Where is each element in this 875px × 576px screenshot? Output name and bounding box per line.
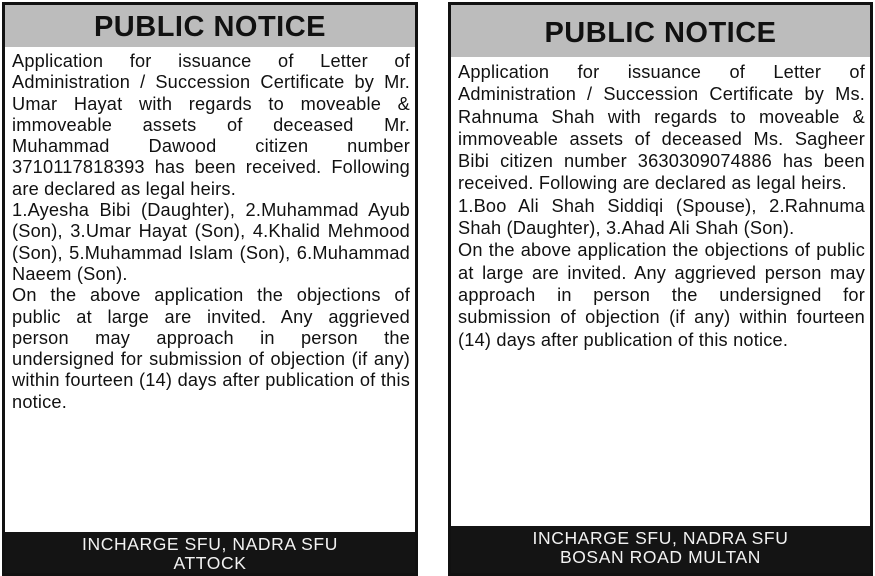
footer-office: INCHARGE SFU, NADRA SFU	[532, 528, 789, 548]
notice-body	[451, 57, 870, 351]
objection-paragraph: On the above application the objections of public at large are invited. Any aggrieved person may approach in person the undersigned for submission of objection (if any) within fourteen (14) days after publication of this notice.	[458, 240, 865, 350]
left-public-notice	[2, 2, 418, 576]
notice-body	[5, 47, 415, 413]
notice-title: PUBLIC NOTICE	[451, 5, 870, 57]
legal-heirs-paragraph: 1.Ayesha Bibi (Daughter), 2.Muhammad Ayub (Son), 3.Umar Hayat (Son), 4.Khalid Mehmood (Son), 5.Muhammad Islam (Son), 6.Muhammad Naeem (Son).	[12, 200, 410, 284]
footer-office: INCHARGE SFU, NADRA SFU	[82, 534, 338, 554]
application-paragraph: Application for issuance of Letter of Administration / Succession Certificate by Ms. Rahnuma Shah with regards to moveable & immoveable assets of deceased Ms. Sagheer Bibi citizen number 3630309074886 has been received. Following are declared as legal heirs.	[458, 62, 865, 194]
objection-paragraph: On the above application the objections of public at large are invited. Any aggrieved person may approach in person the undersigned for submission of objection (if any) within fourteen (14) days after publication of this notice.	[12, 285, 410, 412]
notice-footer	[451, 526, 870, 573]
application-paragraph: Application for issuance of Letter of Administration / Succession Certificate by Mr. Umar Hayat with regards to moveable & immoveable assets of deceased Mr. Muhammad Dawood citizen number 3710117818393 has been received. Following are declared as legal heirs.	[12, 51, 410, 199]
legal-heirs-paragraph: 1.Boo Ali Shah Siddiqi (Spouse), 2.Rahnuma Shah (Daughter), 3.Ahad Ali Shah (Son).	[458, 195, 865, 239]
footer-location: ATTOCK	[173, 553, 247, 573]
footer-location: BOSAN ROAD MULTAN	[559, 547, 762, 567]
notice-title: PUBLIC NOTICE	[5, 5, 415, 47]
right-public-notice	[448, 2, 873, 576]
notice-footer	[5, 532, 415, 573]
